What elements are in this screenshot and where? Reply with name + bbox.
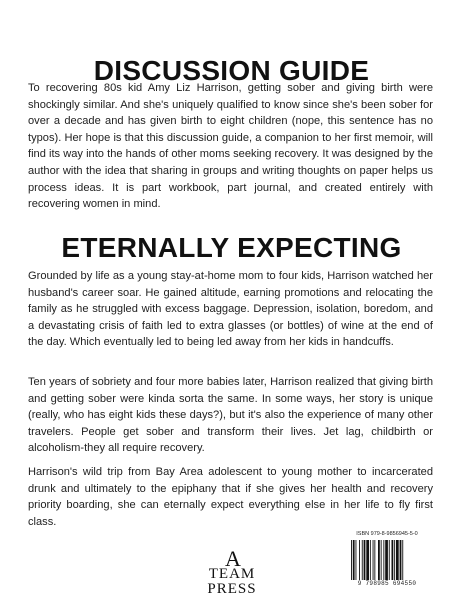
publisher-logo xyxy=(187,548,277,598)
barcode-number: 9 798985 694550 xyxy=(357,580,417,587)
publisher-logo-line2: PRESS xyxy=(207,581,257,597)
discussion-guide-heading: DISCUSSION GUIDE xyxy=(93,55,370,86)
synopsis-paragraph-3: Harrison's wild trip from Bay Area adolescent to young mother to incarcerated drunk and ultimately to the epiphany that if she gives her health and recovery priority boarding, she can eternally expect everything else in her life to fly first class. xyxy=(28,466,433,528)
synopsis-paragraph-1: Grounded by life as a young stay-at-home mom to four kids, Harrison watched her husband's career soar. He gained altitude, earning promotions and relocating the family as he struggled with excess baggage. Depression, isolation, boredom, and a devastating crisis of faith led to extra glasses (or bottles) of wine at the end of the day. Which eventually led to being led away from her kids in handcuffs. xyxy=(28,270,433,349)
publisher-logo-letter: A xyxy=(225,546,241,571)
synopsis-paragraph-2: Ten years of sobriety and four more babies later, Harrison realized that giving birth and getting sober were kinda sorta the same. In some ways, her story is unique (really, who has eight kids these days?), but it's also the experience of many other travelers. People get sober and transform their lives. Jet lag, childbirth or alcoholism-they all require recovery. xyxy=(28,376,433,455)
eternally-expecting-heading: ETERNALLY EXPECTING xyxy=(61,232,402,263)
discussion-guide-body: To recovering 80s kid Amy Liz Harrison, getting sober and giving birth were shockingly similar. And she's uniquely qualified to know since she's been sober for over a decade and has given birth to eight children (nope, this sentence has no typos). Her hope is that this discussion guide, a companion to her first memoir, will find its way into the hands of other moms seeking recovery. It was designed by the author with the idea that sharing in groups and writing thoughts on paper helps us process ideas. It is part workbook, part journal, and created entirely with recovering women in mind. xyxy=(28,82,433,211)
isbn-label: ISBN 979-8-9856945-5-0 xyxy=(356,531,418,537)
barcode-icon xyxy=(349,540,425,580)
publisher-logo-line1: TEAM xyxy=(208,566,256,582)
isbn-barcode-box xyxy=(345,530,429,590)
